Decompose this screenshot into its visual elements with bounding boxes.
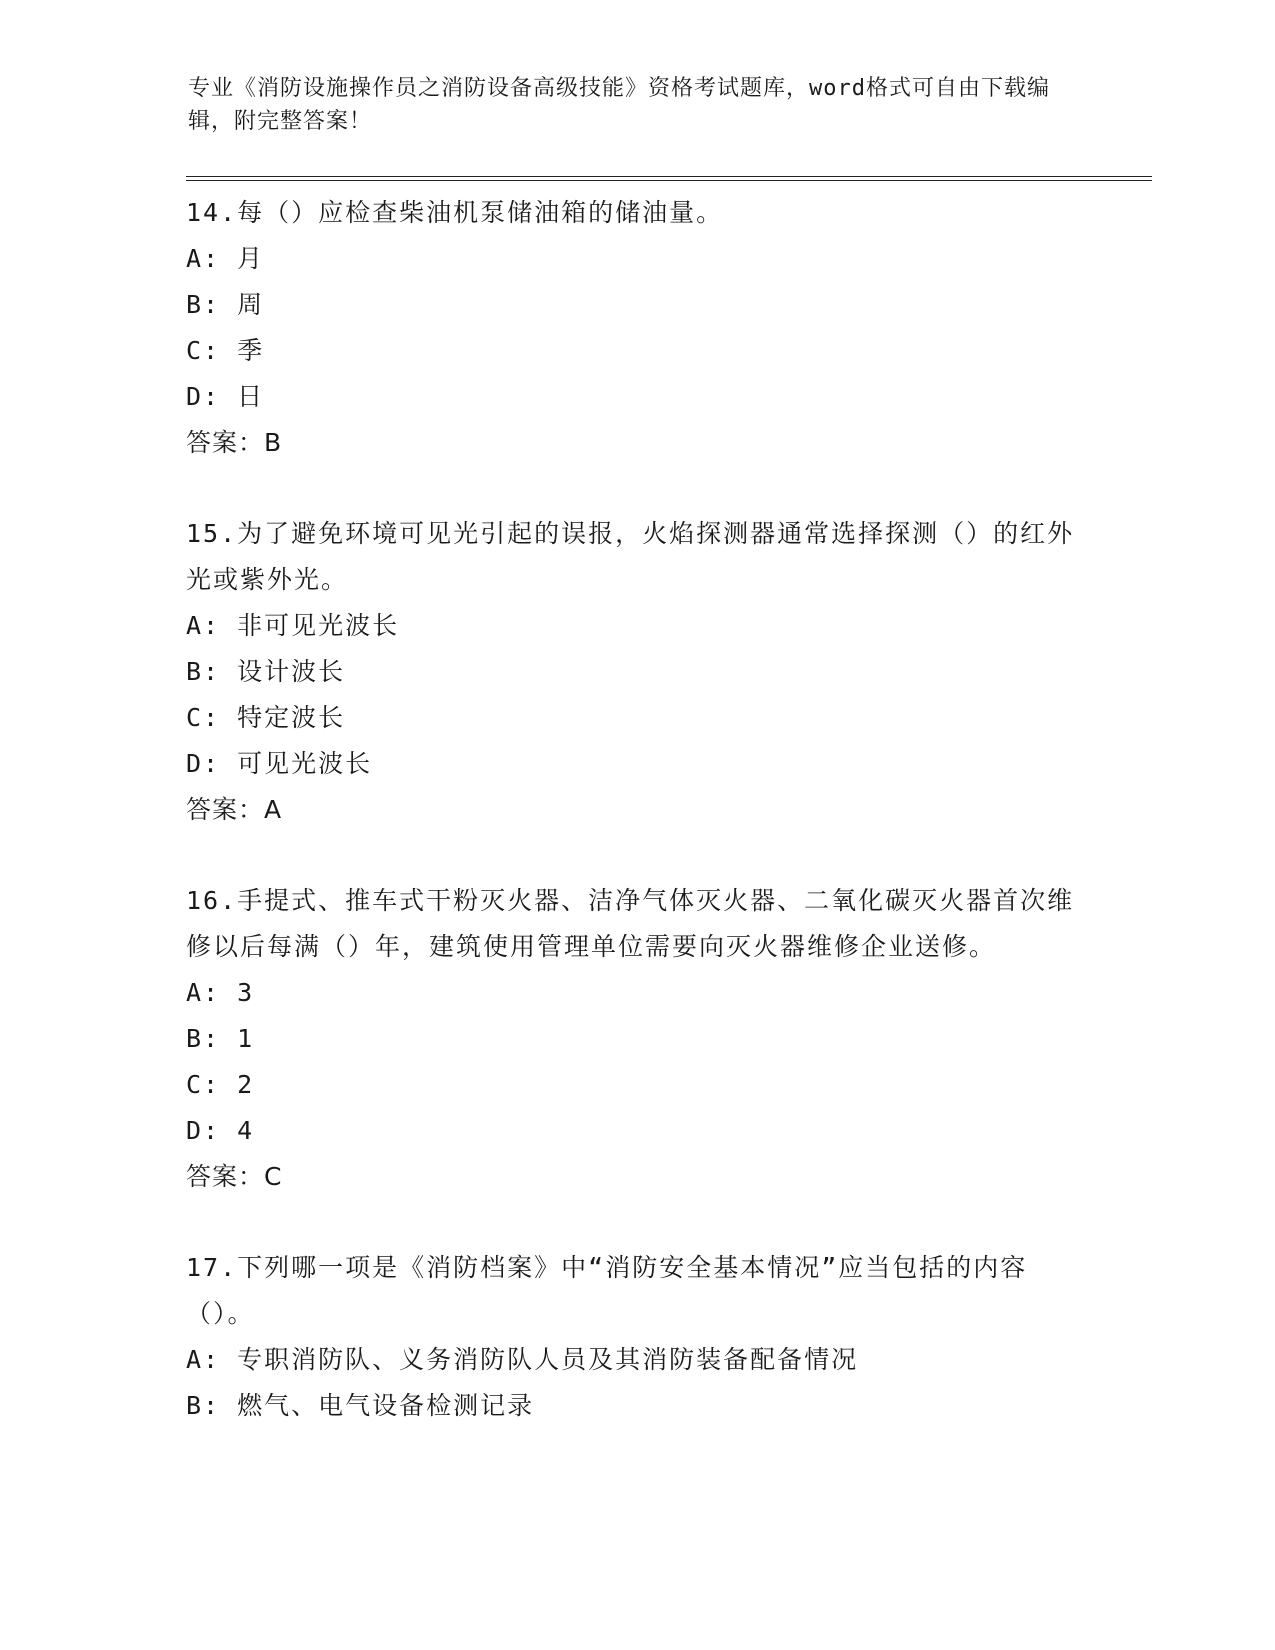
option-b: B: 设计波长: [186, 657, 346, 686]
divider-line-top: [186, 176, 1152, 177]
question-stem: 15.为了避免环境可见光引起的误报，火焰探测器通常选择探测（）的红外光或紫外光。: [186, 519, 1075, 594]
question-17: [186, 1245, 1086, 1429]
question-list: [186, 190, 1086, 1474]
option-b: B: 燃气、电气设备检测记录: [186, 1391, 535, 1420]
option-a: A: 月: [186, 244, 265, 273]
question-14: [186, 190, 1086, 466]
document-intro: 专业《消防设施操作员之消防设备高级技能》资格考试题库，word格式可自由下载编辑，附完整答案！: [188, 76, 1050, 134]
answer-line: 答案：B: [186, 428, 283, 457]
divider-line-bottom: [186, 180, 1152, 181]
question-stem: 14.每（）应检查柴油机泵储油箱的储油量。: [186, 198, 724, 227]
answer-line: 答案：A: [186, 795, 283, 824]
question-stem: 17.下列哪一项是《消防档案》中“消防安全基本情况”应当包括的内容（）。: [186, 1253, 1028, 1328]
option-a: A: 非可见光波长: [186, 611, 400, 640]
option-c: C: 2: [186, 1070, 255, 1099]
question-15: [186, 511, 1086, 833]
option-d: D: 可见光波长: [186, 749, 373, 778]
question-16: [186, 878, 1086, 1200]
header-divider: [186, 176, 1152, 181]
option-d: D: 日: [186, 382, 265, 411]
option-b: B: 周: [186, 290, 265, 319]
option-d: D: 4: [186, 1116, 255, 1145]
option-a: A: 3: [186, 978, 255, 1007]
question-stem: 16.手提式、推车式干粉灭火器、洁净气体灭火器、二氧化碳灭火器首次维修以后每满（）年，建筑使用管理单位需要向灭火器维修企业送修。: [186, 886, 1075, 961]
option-b: B: 1: [186, 1024, 255, 1053]
answer-line: 答案：C: [186, 1162, 283, 1191]
option-c: C: 特定波长: [186, 703, 346, 732]
option-c: C: 季: [186, 336, 265, 365]
option-a: A: 专职消防队、义务消防队人员及其消防装备配备情况: [186, 1345, 859, 1374]
